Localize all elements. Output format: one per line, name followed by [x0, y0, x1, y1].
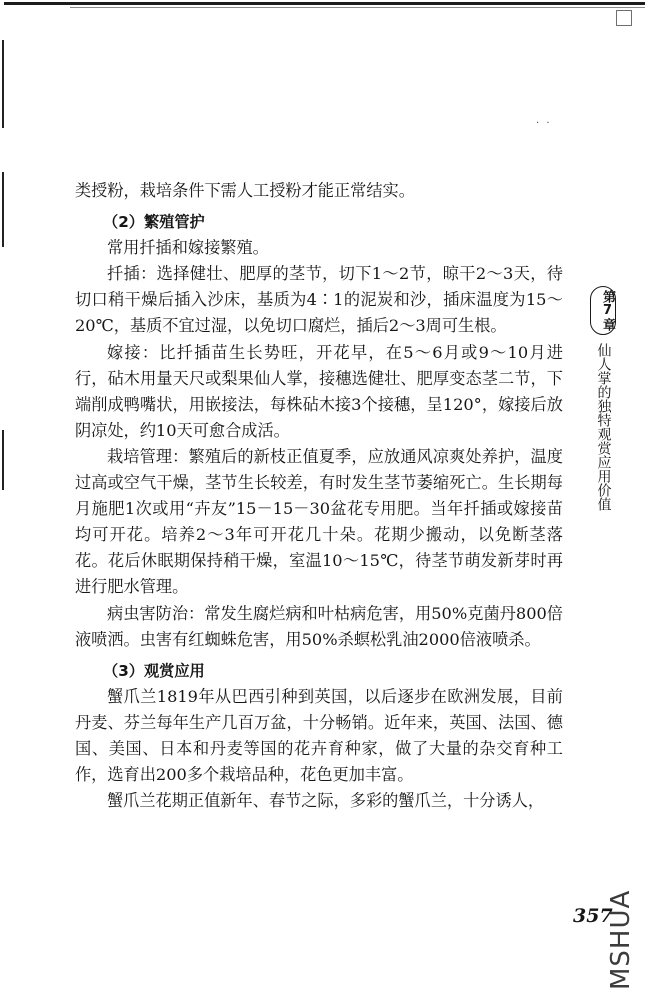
- paragraph-grafting: 嫁接：比扦插苗生长势旺，开花早，在5～6月或9～10月进行，砧木用量天尺或梨果仙人掌，接穗选健壮、肥厚变态茎二节，下端削成鸭嘴状，用嵌接法，每株砧木接3个接穗，呈120°，嫁接后放阴凉处，约10天可愈合成活。: [75, 342, 563, 440]
- paragraph-propagation-intro: 常用扦插和嫁接繁殖。: [107, 238, 269, 258]
- paragraph-cultivation: 栽培管理：繁殖后的新枝正值夏季，应放通风凉爽处养护，温度过高或空气干燥，茎节生长较差，有时发生茎节萎缩死亡。生长期每月施肥1次或用“卉友”15－15－30盆花专用肥。当年扦插或嫁接苗均可开花。培养2～3年可开花几十朵。花期少搬动，以免断茎落花。花后休眠期保持稍干燥，室温10～15℃，待茎节萌发新芽时再进行肥水管理。: [75, 446, 563, 597]
- scan-mark-middle: [2, 172, 4, 247]
- paragraph-flowering: 蟹爪兰花期正值新年、春节之际，多彩的蟹爪兰，十分诱人，: [107, 791, 545, 811]
- scan-dots: · ·: [536, 118, 552, 129]
- top-rule: [4, 2, 645, 5]
- page-number: 357: [573, 905, 613, 927]
- paragraph-pest-control: 病虫害防治：常发生腐烂病和叶枯病危害，用50%克菌丹800倍液喷洒。虫害有红蜘蛛危害，用50%杀螟松乳油2000倍液喷杀。: [75, 603, 563, 649]
- corner-mark: [616, 10, 632, 26]
- paragraph-history: 蟹爪兰1819年从巴西引种到英国，以后逐步在欧洲发展，目前丹麦、芬兰每年生产几百万盆，十分畅销。近年来，英国、法国、德国、美国、日本和丹麦等国的花卉育种家，做了大量的杂交育种工作，选育出200多个栽培品种，花色更加丰富。: [75, 686, 563, 785]
- scan-mark-top: [2, 40, 4, 128]
- chapter-title: 仙人掌的独特观赏应用价值: [595, 343, 612, 511]
- section-heading-ornamental: （3）观赏应用: [103, 661, 205, 680]
- paragraph-continued: 类授粉，栽培条件下需人工授粉才能正常结实。: [75, 181, 415, 200]
- section-heading-propagation: （2）繁殖管护: [103, 213, 205, 232]
- chapter-badge: 第7章: [590, 286, 616, 335]
- top-rule-thin: [70, 7, 645, 8]
- chapter-side-tab: [589, 286, 617, 511]
- paragraph-cutting: 扦插：选择健壮、肥厚的茎节，切下1～2节，晾干2～3天，待切口稍干燥后插入沙床，基质为4∶1的泥炭和沙，插床温度为15～20℃，基质不宜过湿，以免切口腐烂，插后2～3周可生根。: [75, 264, 563, 336]
- watermark: MSHUA: [606, 889, 636, 991]
- page-body: [75, 178, 563, 814]
- scan-mark-lower: [2, 430, 4, 490]
